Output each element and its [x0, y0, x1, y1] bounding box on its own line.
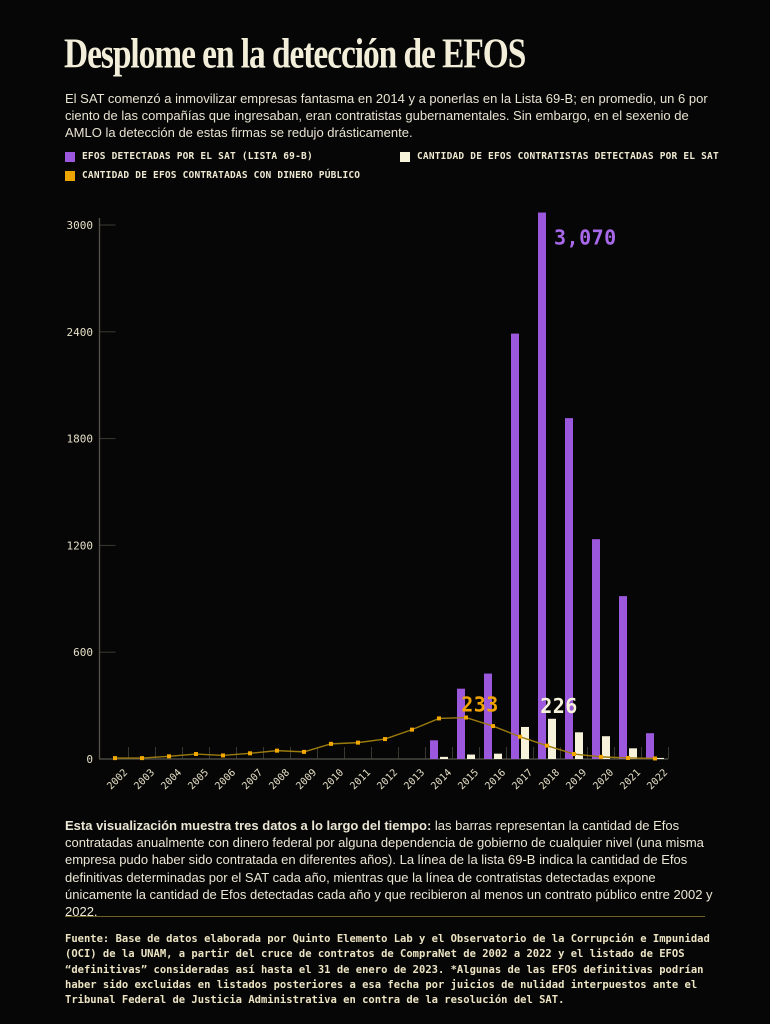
svg-text:2004: 2004 [159, 767, 185, 793]
svg-text:2013: 2013 [402, 767, 428, 793]
chart-axes [67, 218, 671, 792]
svg-text:2008: 2008 [267, 767, 293, 793]
annotation-3070: 3,070 [554, 225, 617, 250]
legend-label: CANTIDAD DE EFOS CONTRATISTAS DETECTADAS POR EL SAT [417, 151, 719, 162]
legend-label: EFOS DETECTADAS POR EL SAT (LISTA 69-B) [82, 151, 313, 162]
svg-text:2003: 2003 [132, 767, 158, 793]
svg-text:600: 600 [73, 646, 93, 660]
annotation-226: 226 [540, 693, 578, 718]
svg-text:2020: 2020 [591, 767, 617, 793]
svg-text:0: 0 [86, 753, 93, 766]
svg-text:2006: 2006 [213, 767, 239, 793]
svg-text:2017: 2017 [510, 767, 536, 793]
svg-text:2016: 2016 [483, 767, 509, 793]
svg-text:2012: 2012 [375, 767, 401, 793]
explanation-paragraph [65, 817, 717, 920]
svg-text:2022: 2022 [645, 767, 671, 793]
svg-text:2018: 2018 [537, 767, 563, 793]
legend-swatch-cream-icon [400, 152, 410, 162]
legend-label: CANTIDAD DE EFOS CONTRATADAS CON DINERO PÚBLICO [82, 170, 361, 181]
bars-contratistas [440, 719, 664, 759]
svg-text:2021: 2021 [618, 767, 644, 793]
svg-text:1200: 1200 [66, 539, 93, 553]
svg-text:2007: 2007 [240, 767, 266, 793]
svg-text:2400: 2400 [66, 325, 93, 339]
svg-text:2009: 2009 [294, 767, 320, 793]
footer-divider [65, 916, 705, 917]
intro-paragraph: El SAT comenzó a inmovilizar empresas fantasma en 2014 y a ponerlas en la Lista 69-B; en promedio, un 6 por ciento de las compañías que ingresaban, eran contratistas gubernamentales. Sin embargo, en el sexenio de AMLO la detección de estas firmas se redujo drásticamente. [65, 91, 708, 141]
annotation-233: 233 [461, 692, 499, 717]
svg-text:2019: 2019 [564, 767, 590, 793]
legend-item-lista-69b [65, 151, 313, 162]
svg-text:2010: 2010 [321, 767, 347, 793]
legend-swatch-purple-icon [65, 152, 75, 162]
legend-item-contratadas [65, 170, 360, 181]
bars-lista-69b [430, 213, 654, 759]
legend-swatch-yellow-icon [65, 171, 75, 181]
chart-svg [0, 195, 770, 803]
svg-text:3000: 3000 [66, 219, 93, 232]
explanation-body: las barras representan la cantidad de Efos contratadas anualmente con dinero federal por alguna dependencia de gobierno de cualquier nivel (una misma empresa pudo haber sido contratada en diferentes años). La línea de la lista 69-B indica la cantidad de Efos definitivas determinadas por el SAT cada año, mientras que la línea de contratistas detectadas expone únicamente la cantidad de Efos detectadas cada año y que recibieron al menos un contrato público entre 2002 y 2022. [65, 818, 713, 920]
svg-text:2011: 2011 [348, 767, 374, 793]
svg-text:1800: 1800 [66, 432, 93, 446]
svg-text:2014: 2014 [429, 767, 455, 793]
svg-text:2002: 2002 [105, 767, 131, 793]
svg-text:2005: 2005 [186, 767, 212, 793]
explanation-lead: Esta visualización muestra tres datos a lo largo del tiempo: [65, 818, 432, 833]
source-note: Fuente: Base de datos elaborada por Quinto Elemento Lab y el Observatorio de la Corrupción e Impunidad (OCI) de la UNAM, a partir del cruce de contratos de CompraNet de 2002 a 2022 y el listado de EFOS “definitivas” consideradas así hasta el 31 de enero de 2023. *Algunas de las EFOS definitivas podrían haber sido excluidas en listados posteriores a esa fecha por juicios de nulidad interpuestos ante el Tribunal Federal de Justicia Administrativa en contra de la resolución del SAT. [65, 933, 710, 1007]
svg-text:2015: 2015 [456, 767, 482, 793]
page-title: Desplome en la detección de EFOS [64, 31, 526, 78]
legend-item-contratistas [400, 151, 719, 162]
